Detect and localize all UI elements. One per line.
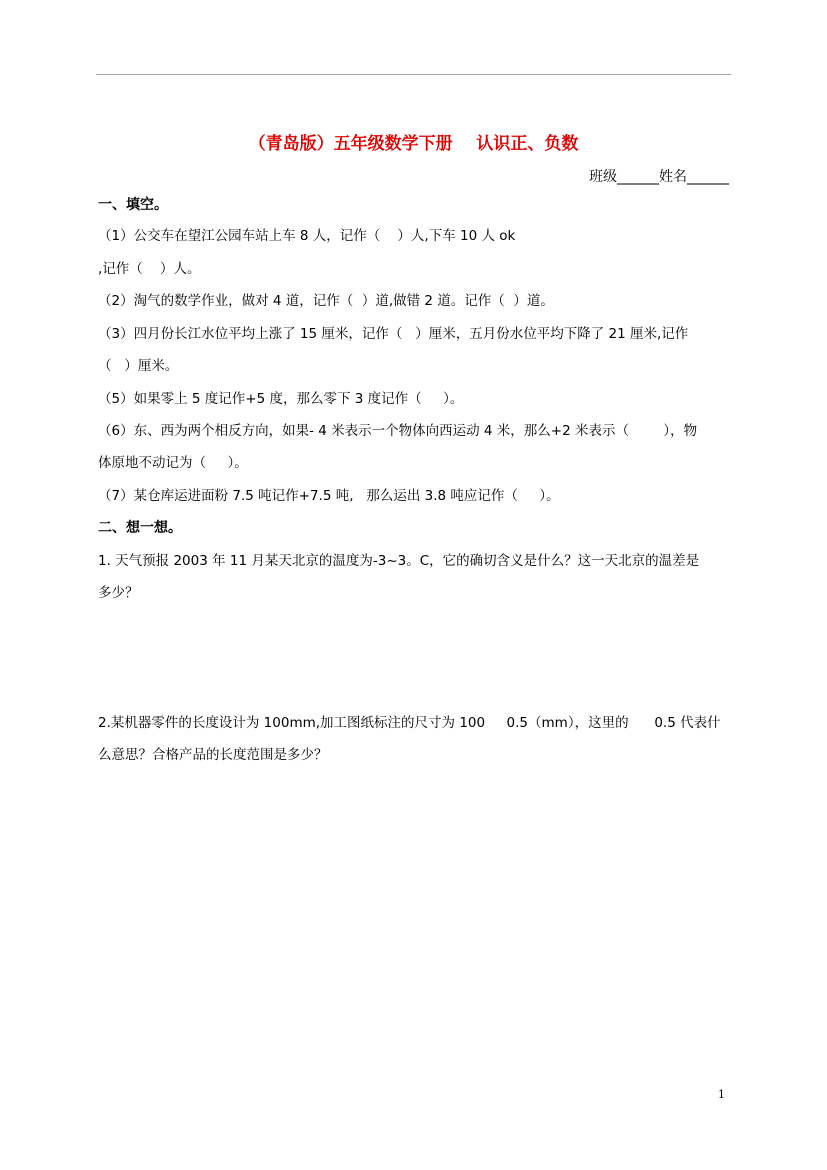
question-1-line-2: ,记作（ ）人。 bbox=[98, 261, 201, 277]
problem-1-line-1: 1. 天气预报 2003 年 11 月某天北京的温度为-3~3。C，它的确切含义是什么？这一天北京的温差是 bbox=[98, 553, 700, 569]
question-6-line-1: （6）东、西为两个相反方向，如果- 4 米表示一个物体向西运动 4 米，那么+2 米表示（ ），物 bbox=[98, 423, 698, 439]
problem-2-line-1: 2.某机器零件的长度设计为 100mm,加工图纸标注的尺寸为 100 0.5（mm），这里的 0.5 代表什 bbox=[98, 715, 721, 731]
problem-1-line-2: 多少？ bbox=[98, 585, 139, 601]
question-7: （7）某仓库运进面粉 7.5 吨记作+7.5 吨, 那么运出 3.8 吨应记作（ ）。 bbox=[98, 488, 560, 504]
question-5: （5）如果零上 5 度记作+5 度，那么零下 3 度记作（ ）。 bbox=[98, 391, 464, 407]
problem-2-line-2: 么意思？合格产品的长度范围是多少？ bbox=[98, 747, 328, 763]
section-heading-fill-in: 一、填空。 bbox=[98, 197, 168, 213]
page-number: 1 bbox=[718, 1088, 725, 1101]
question-6-line-2: 体原地不动记为（ ）。 bbox=[98, 455, 248, 471]
question-2: （2）淘气的数学作业，做对 4 道，记作（ ）道,做错 2 道。记作（ ）道。 bbox=[98, 293, 554, 309]
question-3-line-1: （3）四月份长江水位平均上涨了 15 厘米，记作（ ）厘米，五月份水位平均下降了 21 厘米,记作 bbox=[98, 326, 689, 342]
page-title: （青岛版）五年级数学下册 认识正、负数 bbox=[248, 134, 579, 154]
question-3-line-2: （ ）厘米。 bbox=[98, 358, 179, 374]
question-1-line-1: （1）公交车在望江公园车站上车 8 人，记作（ ）人,下车 10 人 ok bbox=[98, 228, 516, 244]
header-rule bbox=[96, 74, 731, 75]
class-name-line: 班级______姓名______ bbox=[589, 169, 729, 185]
section-heading-think: 二、想一想。 bbox=[98, 520, 182, 536]
